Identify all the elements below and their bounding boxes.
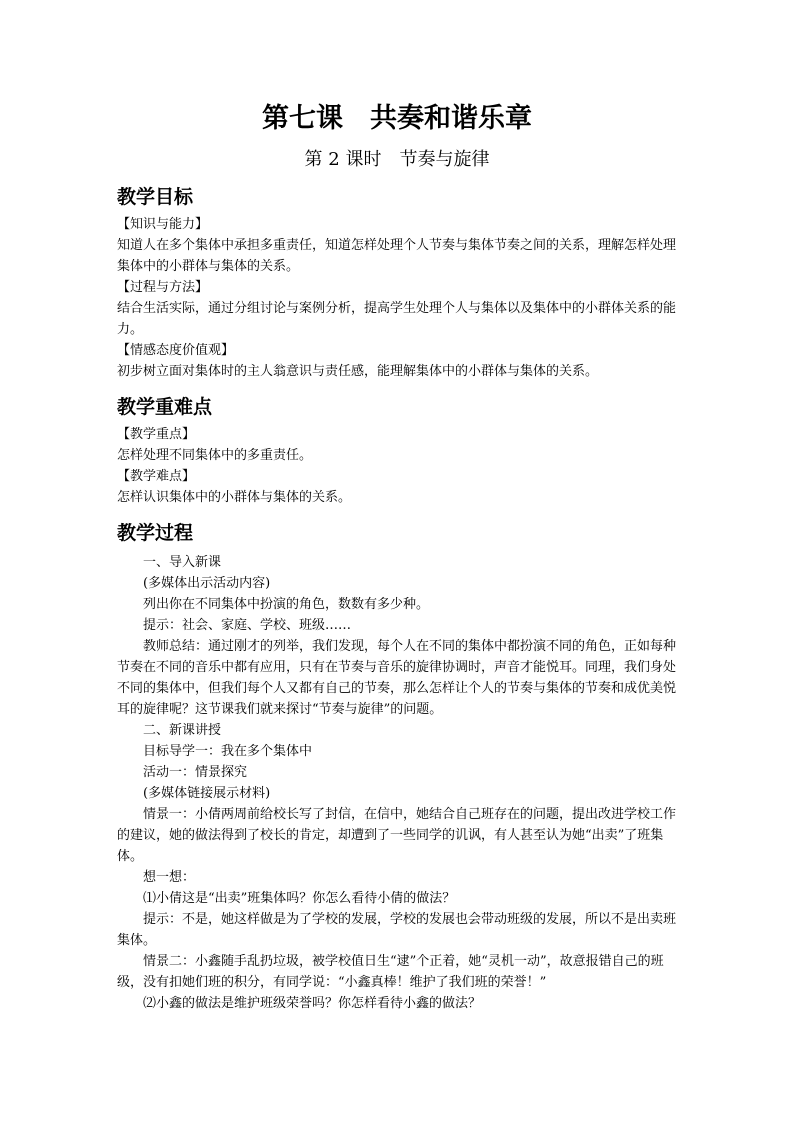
process-paragraph: 教师总结：通过刚才的列举，我们发现，每个人在不同的集体中都扮演不同的角色，正如每种节奏在不同的音乐中都有应用，只有在节奏与音乐的旋律协调时，声音才能悦耳。同理，我们身处不同的集体中，但我们每个人又都有自己的节奏，那么怎样让个人的节奏与集体的节奏和成优美悦耳的旋律呢？这节课我们就来探讨“节奏与旋律”的问题。 <box>117 639 677 717</box>
process-paragraph: 二、新课讲授 <box>143 723 222 738</box>
section-heading-keypoints: 教学重难点 <box>117 396 213 418</box>
process-paragraph: (多媒体链接展示材料) <box>143 786 271 801</box>
goal-emotion-text: 初步树立面对集体时的主人翁意识与责任感，能理解集体中的小群体与集体的关系。 <box>117 364 599 379</box>
process-paragraph: 情景二：小鑫随手乱扔垃圾，被学校值日生“逮”个正着，她“灵机一动”，故意报错自己的班级，没有扣她们班的积分，有同学说：“小鑫真棒！维护了我们班的荣誉！” <box>117 954 664 990</box>
difficulty-text: 怎样认识集体中的小群体与集体的关系。 <box>117 490 352 505</box>
process-paragraph: 提示：不是，她这样做是为了学校的发展，学校的发展也会带动班级的发展，所以不是出卖班集体。 <box>117 912 677 948</box>
section-heading-process: 教学过程 <box>117 522 194 544</box>
goal-knowledge-label: 【知识与能力】 <box>117 217 209 232</box>
document-page <box>117 0 677 1014</box>
process-body <box>117 552 677 1014</box>
keypoint-label: 【教学重点】 <box>117 427 196 442</box>
process-paragraph: 提示：社会、家庭、学校、班级…… <box>143 618 352 633</box>
process-paragraph: ⑵小鑫的做法是维护班级荣誉吗？你怎样看待小鑫的做法？ <box>143 996 482 1011</box>
process-paragraph: (多媒体出示活动内容) <box>143 576 271 591</box>
process-paragraph: 一、导入新课 <box>143 555 222 570</box>
goal-method-text: 结合生活实际，通过分组讨论与案例分析，提高学生处理个人与集体以及集体中的小群体关系的能力。 <box>117 301 677 337</box>
goal-emotion-label: 【情感态度价值观】 <box>117 343 235 358</box>
difficulty-label: 【教学难点】 <box>117 469 196 484</box>
process-paragraph: 活动一：情景探究 <box>143 765 248 780</box>
section-heading-goals: 教学目标 <box>117 186 194 208</box>
process-paragraph: 情景一：小倩两周前给校长写了封信，在信中，她结合自己班存在的问题，提出改进学校工作的建议，她的做法得到了校长的肯定，却遭到了一些同学的讥讽，有人甚至认为她“出卖”了班集体。 <box>117 807 677 864</box>
goal-method-label: 【过程与方法】 <box>117 280 209 295</box>
lesson-subtitle: 第 2 课时 节奏与旋律 <box>304 149 490 170</box>
process-paragraph: 想一想： <box>143 870 196 885</box>
goal-knowledge-text: 知道人在多个集体中承担多重责任，知道怎样处理个人节奏与集体节奏之间的关系，理解怎样处理集体中的小群体与集体的关系。 <box>117 238 677 274</box>
process-paragraph: 列出你在不同集体中扮演的角色，数数有多少种。 <box>143 597 430 612</box>
lesson-title: 第七课 共奏和谐乐章 <box>262 103 532 134</box>
keypoint-text: 怎样处理不同集体中的多重责任。 <box>117 448 313 463</box>
process-paragraph: 目标导学一：我在多个集体中 <box>143 744 313 759</box>
process-paragraph: ⑴小倩这是“出卖”班集体吗？你怎么看待小倩的做法？ <box>143 891 456 906</box>
